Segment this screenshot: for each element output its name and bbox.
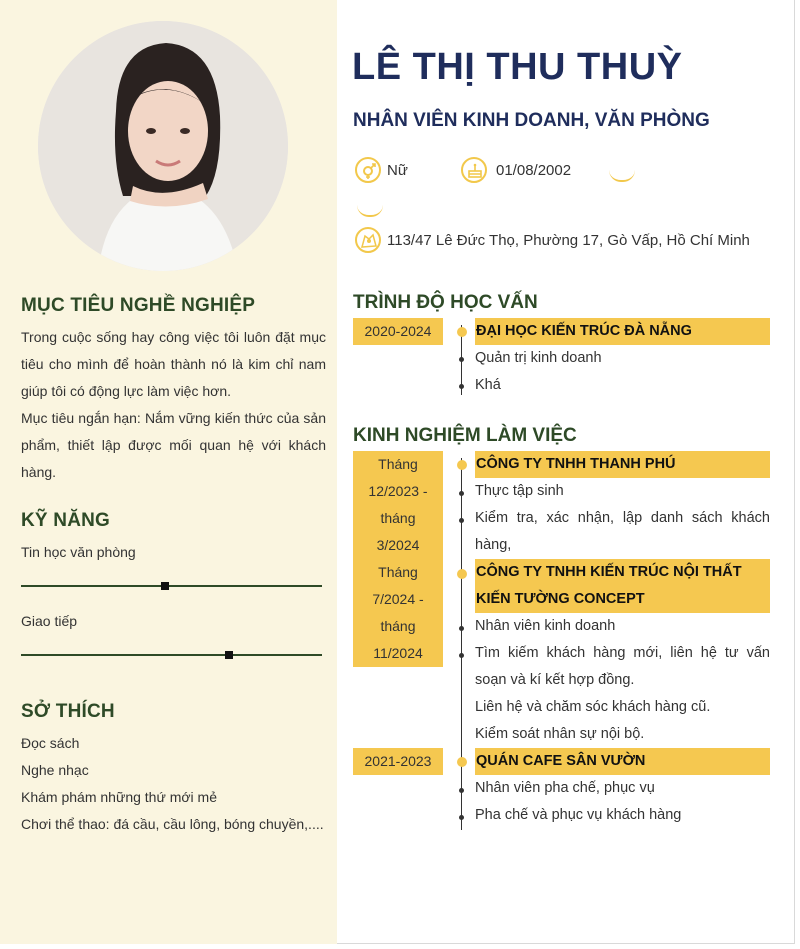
timeline-bullet [459, 384, 464, 389]
objective-paragraph-2: Mục tiêu ngắn hạn: Nắm vững kiến thức của sản phẩm, thiết lập được mối quan hệ với khách hàng. [21, 410, 326, 480]
job-date: 2021-2023 [353, 748, 443, 775]
job-position: Thực tập sinh [475, 483, 564, 499]
job-task: Pha chế và phục vụ khách hàng [475, 807, 682, 823]
job-task: Tìm kiếm khách hàng mới, liên hệ tư vấn soạn và kí kết hợp đồng. [475, 645, 770, 688]
birthday-cake-icon [461, 157, 487, 183]
timeline-bullet [459, 357, 464, 362]
birthday-value: 01/08/2002 [496, 162, 572, 179]
job-date-line: 11/2024 [373, 645, 423, 661]
phone-icon [609, 170, 635, 182]
timeline-dot [457, 569, 467, 579]
job-company: CÔNG TY TNHH KIẾN TRÚC NỘI THẤT KIẾN TƯỜNG CONCEPT [475, 559, 770, 613]
job-date-line: 12/2023 - [368, 483, 428, 499]
objective-paragraph-1: Trong cuộc sống hay công việc tôi luôn đặt mục tiêu cho mình để hoàn thành nó là kim chỉ nam giúp tôi có động lực làm việc hơn. [21, 329, 326, 399]
hobby-item: Đọc sách [21, 735, 80, 751]
education-date: 2020-2024 [353, 318, 443, 345]
job-company: CÔNG TY TNHH THANH PHÚ [475, 451, 770, 478]
gender-value: Nữ [387, 162, 408, 179]
timeline-bullet [459, 491, 464, 496]
timeline-bullet [459, 518, 464, 523]
email-icon [357, 205, 383, 217]
job-date-line: Tháng [378, 456, 418, 472]
education-major: Quản trị kinh doanh [475, 350, 602, 366]
skill-name: Tin học văn phòng [21, 544, 136, 560]
hobby-item: Chơi thể thao: đá cầu, cầu lông, bóng chuyền,.... [21, 816, 324, 832]
job-date-line: 7/2024 - [372, 591, 424, 607]
skill-level-knob[interactable] [161, 582, 169, 590]
full-name: LÊ THỊ THU THUỲ [352, 46, 683, 88]
timeline-dot [457, 460, 467, 470]
job-date-line: tháng [380, 510, 416, 526]
timeline-bullet [459, 788, 464, 793]
job-company: QUÁN CAFE SÂN VƯỜN [475, 748, 770, 775]
hobbies-title: SỞ THÍCH [21, 701, 115, 722]
location-icon [355, 227, 381, 253]
timeline-bullet [459, 653, 464, 658]
gender-icon [355, 157, 381, 183]
objective-title: MỤC TIÊU NGHỀ NGHIỆP [21, 295, 256, 316]
skill-name: Giao tiếp [21, 613, 78, 629]
education-title: TRÌNH ĐỘ HỌC VẤN [353, 292, 538, 313]
hobby-item: Khám phám những thứ mới mẻ [21, 789, 218, 805]
experience-title: KINH NGHIỆM LÀM VIỆC [353, 425, 577, 446]
job-date [353, 451, 443, 559]
job-date-line: Tháng [378, 564, 418, 580]
job-task: Kiểm tra, xác nhận, lập danh sách khách hàng, [475, 510, 770, 553]
timeline-dot [457, 757, 467, 767]
sidebar [0, 0, 337, 944]
education-school: ĐẠI HỌC KIẾN TRÚC ĐÀ NẴNG [475, 318, 770, 345]
job-date [353, 559, 443, 667]
timeline-bullet [459, 626, 464, 631]
skills-title: KỸ NĂNG [21, 510, 111, 531]
skill-bar [21, 585, 322, 587]
job-task: Kiểm soát nhân sự nội bộ. [475, 726, 645, 742]
address-value: 113/47 Lê Đức Thọ, Phường 17, Gò Vấp, Hồ Chí Minh [387, 232, 750, 249]
hobby-item: Nghe nhạc [21, 762, 89, 778]
timeline-bullet [459, 815, 464, 820]
job-date-line: tháng [380, 618, 416, 634]
skill-level-knob[interactable] [225, 651, 233, 659]
avatar [38, 21, 288, 271]
education-grade: Khá [475, 377, 501, 393]
job-date-line: 3/2024 [376, 537, 420, 553]
timeline-dot [457, 327, 467, 337]
skill-bar [21, 654, 322, 656]
job-position: Nhân viên kinh doanh [475, 618, 616, 634]
experience-timeline [461, 458, 462, 830]
job-position: Nhân viên pha chế, phục vụ [475, 780, 655, 796]
job-title: NHÂN VIÊN KINH DOANH, VĂN PHÒNG [353, 110, 710, 131]
job-task: Liên hệ và chăm sóc khách hàng cũ. [475, 699, 711, 715]
